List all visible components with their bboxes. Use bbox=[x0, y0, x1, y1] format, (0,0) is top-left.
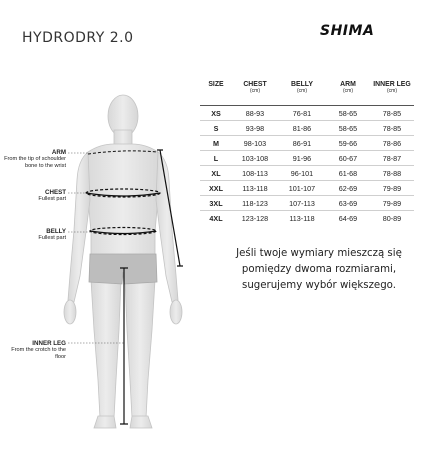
inner-leg-label bbox=[4, 341, 66, 360]
product-title: HYDRODRY 2.0 bbox=[22, 30, 134, 46]
measurement-cell: 79-89 bbox=[370, 181, 414, 196]
measurement-cell: 81-86 bbox=[278, 121, 326, 136]
belly-label bbox=[4, 229, 66, 242]
size-advice-note bbox=[222, 246, 416, 294]
size-cell: 3XL bbox=[200, 196, 232, 211]
table-row bbox=[200, 136, 414, 151]
chest-label bbox=[4, 190, 66, 203]
right-leg bbox=[125, 280, 155, 418]
measurement-cell: 123-128 bbox=[232, 211, 278, 226]
table-row bbox=[200, 211, 414, 226]
table-row bbox=[200, 181, 414, 196]
size-cell: M bbox=[200, 136, 232, 151]
table-row bbox=[200, 106, 414, 121]
measurement-cell: 103-108 bbox=[232, 151, 278, 166]
measurement-cell: 59-66 bbox=[326, 136, 370, 151]
chest-label-desc: Fullest part bbox=[38, 196, 66, 203]
measurement-cell: 113-118 bbox=[232, 181, 278, 196]
size-cell: 4XL bbox=[200, 211, 232, 226]
header-inner-leg: INNER LEG (cm) bbox=[373, 81, 411, 95]
measurement-cell: 60-67 bbox=[326, 151, 370, 166]
table-row bbox=[200, 166, 414, 181]
header-arm: ARM (cm) bbox=[340, 81, 356, 95]
header-size: SIZE bbox=[208, 81, 224, 88]
measurement-cell: 88-93 bbox=[232, 106, 278, 121]
measurement-cell: 107-113 bbox=[278, 196, 326, 211]
arm-label-desc: From the tip of schoulder bone to the wrist bbox=[4, 156, 66, 169]
measurement-cell: 78-87 bbox=[370, 151, 414, 166]
measurement-cell: 113-118 bbox=[278, 211, 326, 226]
table-row bbox=[200, 151, 414, 166]
measurement-cell: 58-65 bbox=[326, 121, 370, 136]
size-table bbox=[200, 82, 414, 225]
left-leg bbox=[91, 280, 121, 418]
header-chest: CHEST (cm) bbox=[243, 81, 267, 95]
belly-label-desc: Fullest part bbox=[38, 235, 66, 242]
measurement-cell: 118-123 bbox=[232, 196, 278, 211]
size-cell: XS bbox=[200, 106, 232, 121]
measurement-cell: 96-101 bbox=[278, 166, 326, 181]
right-hand bbox=[170, 300, 182, 324]
measurement-cell: 62-69 bbox=[326, 181, 370, 196]
measurement-cell: 58-65 bbox=[326, 106, 370, 121]
inner-leg-label-title: INNER LEG bbox=[32, 340, 66, 347]
measurement-cell: 61-68 bbox=[326, 166, 370, 181]
inner-leg-label-desc: From the crotch to the floor bbox=[11, 347, 66, 360]
measurement-cell: 86-91 bbox=[278, 136, 326, 151]
size-cell: XL bbox=[200, 166, 232, 181]
note-line-1: Jeśli twoje wymiary mieszczą się bbox=[236, 248, 402, 259]
right-arm bbox=[156, 152, 178, 302]
size-table-header bbox=[200, 82, 414, 106]
measurement-cell: 78-85 bbox=[370, 106, 414, 121]
measurement-cell: 108-113 bbox=[232, 166, 278, 181]
measurement-cell: 78-85 bbox=[370, 121, 414, 136]
measurement-cell: 93-98 bbox=[232, 121, 278, 136]
measurement-cell: 64-69 bbox=[326, 211, 370, 226]
header-belly: BELLY (cm) bbox=[291, 81, 313, 95]
measurement-cell: 91-96 bbox=[278, 151, 326, 166]
brand-logo-text: SHIMA bbox=[320, 23, 375, 38]
right-foot bbox=[130, 416, 152, 428]
measurement-cell: 63-69 bbox=[326, 196, 370, 211]
measurement-cell: 79-89 bbox=[370, 196, 414, 211]
measurement-cell: 78-86 bbox=[370, 136, 414, 151]
arm-label bbox=[4, 150, 66, 169]
size-cell: XXL bbox=[200, 181, 232, 196]
measurement-cell: 76-81 bbox=[278, 106, 326, 121]
measurement-cell: 80-89 bbox=[370, 211, 414, 226]
measurement-cell: 78-88 bbox=[370, 166, 414, 181]
belly-label-title: BELLY bbox=[46, 228, 66, 235]
shorts bbox=[89, 254, 157, 284]
left-foot bbox=[94, 416, 116, 428]
arm-label-title: ARM bbox=[51, 149, 66, 156]
measurement-cell: 98-103 bbox=[232, 136, 278, 151]
torso bbox=[84, 144, 162, 256]
chest-label-title: CHEST bbox=[45, 189, 66, 196]
left-arm bbox=[68, 152, 90, 302]
measurement-cell: 101-107 bbox=[278, 181, 326, 196]
size-cell: L bbox=[200, 151, 232, 166]
table-row bbox=[200, 196, 414, 211]
left-hand bbox=[64, 300, 76, 324]
table-row bbox=[200, 121, 414, 136]
note-line-2: pomiędzy dwoma rozmiarami, bbox=[241, 264, 397, 275]
size-cell: S bbox=[200, 121, 232, 136]
note-line-3: sugerujemy wybór większego. bbox=[242, 280, 396, 291]
